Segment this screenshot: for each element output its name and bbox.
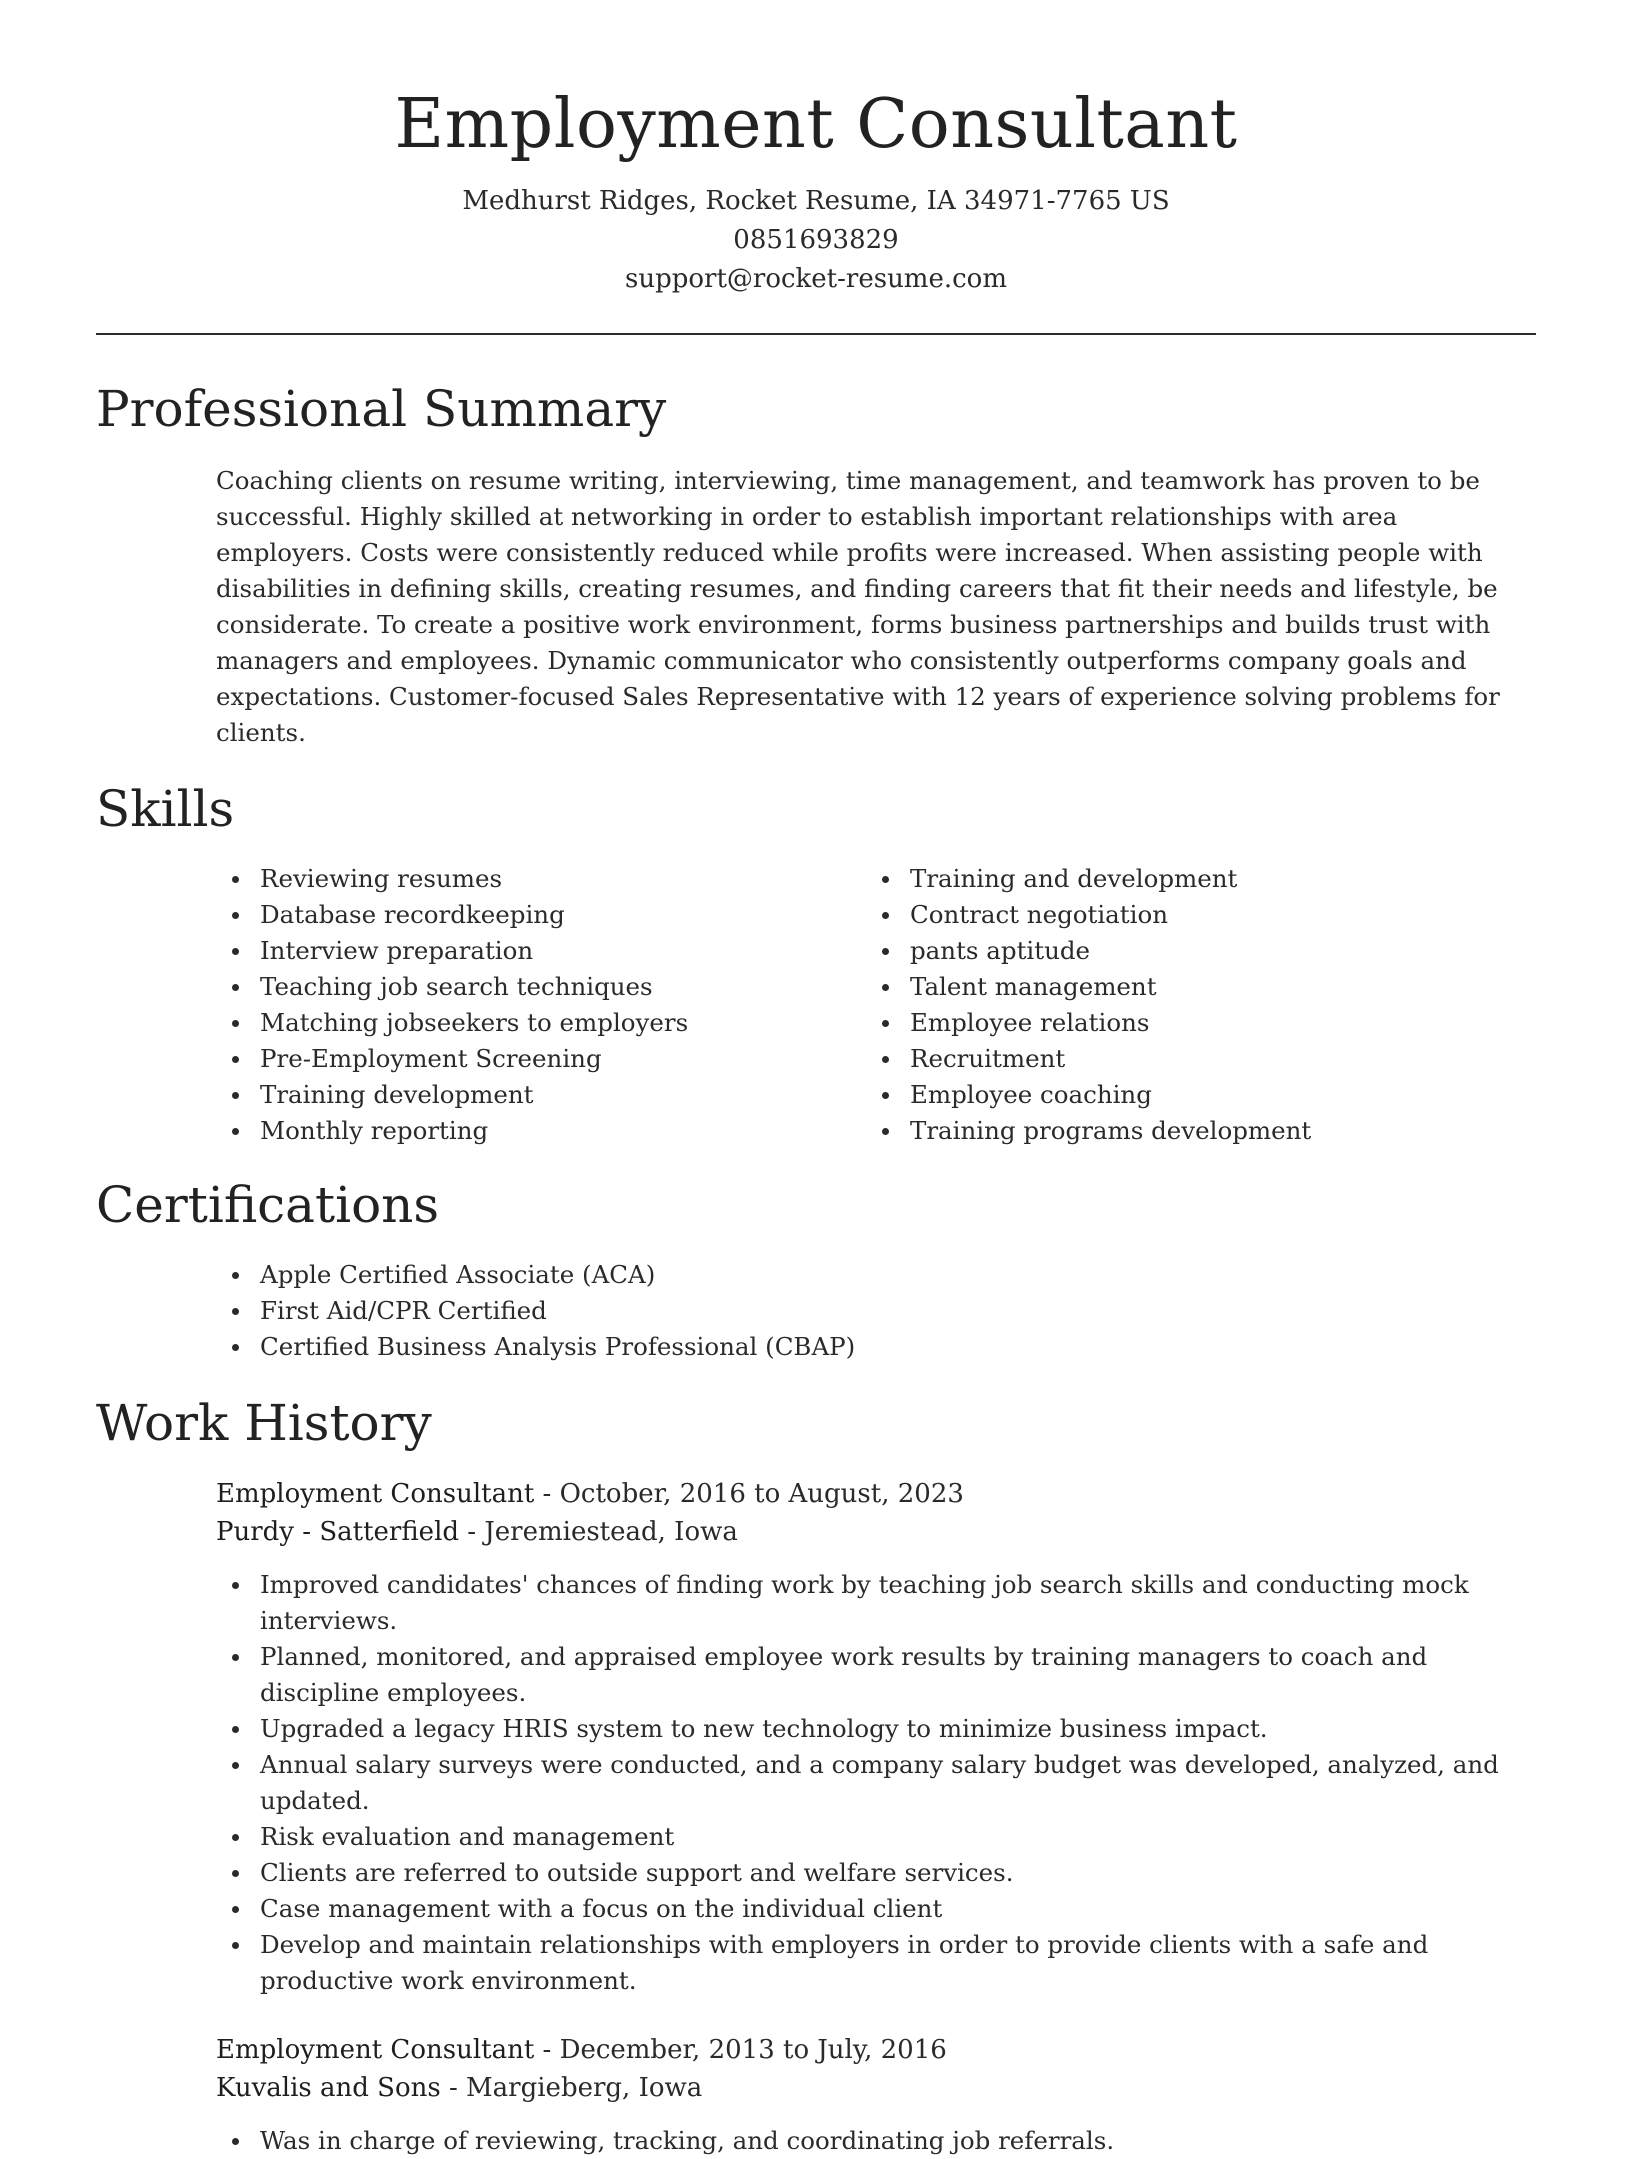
header-divider	[96, 333, 1536, 335]
contact-info	[96, 182, 1536, 299]
list-item: Database recordkeeping	[216, 897, 866, 933]
list-item: Certified Business Analysis Professional (CBAP)	[216, 1329, 1536, 1365]
job-entry	[216, 2031, 1536, 2159]
list-item: Risk evaluation and management	[216, 1819, 1536, 1855]
list-item: Matching jobseekers to employers	[216, 1005, 866, 1041]
job-duties-list	[216, 2123, 1536, 2159]
job-duties-list	[216, 1567, 1536, 1999]
job-entry	[216, 1475, 1536, 1999]
skills-list	[216, 861, 1536, 1149]
job-title-line	[216, 1475, 1536, 1513]
candidate-name: Employment Consultant	[394, 85, 1238, 164]
job-company-line	[216, 1513, 1536, 1551]
list-item: Reviewing resumes	[216, 861, 866, 897]
list-item: Contract negotiation	[866, 897, 1516, 933]
list-item: Training programs development	[866, 1113, 1516, 1149]
job-role: Employment Consultant	[216, 1479, 535, 1509]
certifications-list	[216, 1257, 1536, 1365]
list-item: Clients are referred to outside support and welfare services.	[216, 1855, 1536, 1891]
job-location: - Margieberg, Iowa	[440, 2073, 703, 2103]
list-item: Was in charge of reviewing, tracking, and coordinating job referrals.	[216, 2123, 1536, 2159]
list-item: Annual salary surveys were conducted, and a company salary budget was developed, analyzed, and updated.	[216, 1747, 1536, 1819]
job-company: Purdy - Satterfield	[216, 1517, 460, 1547]
list-item: pants aptitude	[866, 933, 1516, 969]
list-item: Teaching job search techniques	[216, 969, 866, 1005]
list-item: Upgraded a legacy HRIS system to new technology to minimize business impact.	[216, 1711, 1536, 1747]
resume-header	[96, 0, 1536, 299]
job-dates: - December, 2013 to July, 2016	[534, 2035, 947, 2065]
job-dates: - October, 2016 to August, 2023	[534, 1479, 964, 1509]
list-item: Case management with a focus on the individual client	[216, 1891, 1536, 1927]
job-company-line	[216, 2069, 1536, 2107]
section-title-work-history: Work History	[96, 1394, 432, 1452]
contact-address: Medhurst Ridges, Rocket Resume, IA 34971-7765 US	[462, 186, 1170, 216]
list-item: Interview preparation	[216, 933, 866, 969]
section-title-certifications: Certifications	[96, 1176, 440, 1234]
list-item: Apple Certified Associate (ACA)	[216, 1257, 1536, 1293]
section-title-skills: Skills	[96, 780, 235, 838]
contact-phone: 0851693829	[733, 225, 899, 255]
list-item: Employee coaching	[866, 1077, 1516, 1113]
list-item: Planned, monitored, and appraised employee work results by training managers to coach and discipline employees.	[216, 1639, 1536, 1711]
list-item: Monthly reporting	[216, 1113, 866, 1149]
skills-column-right	[866, 861, 1516, 1149]
job-role: Employment Consultant	[216, 2035, 535, 2065]
list-item: Develop and maintain relationships with employers in order to provide clients with a safe and productive work environment.	[216, 1927, 1536, 1999]
list-item: First Aid/CPR Certified	[216, 1293, 1536, 1329]
summary-text: Coaching clients on resume writing, interviewing, time management, and teamwork has proven to be successful. Highly skilled at networking in order to establish important relationships with area employers. Costs were consistently reduced while profits were increased. When assisting people with disabilities in defining skills, creating resumes, and finding careers that fit their needs and lifestyle, be considerate. To create a positive work environment, forms business partnerships and builds trust with managers and employees. Dynamic communicator who consistently outperforms company goals and expectations. Customer-focused Sales Representative with 12 years of experience solving problems for clients.	[216, 466, 1500, 747]
section-title-summary: Professional Summary	[96, 380, 667, 438]
list-item: Training development	[216, 1077, 866, 1113]
skills-column-left	[216, 861, 866, 1149]
list-item: Improved candidates' chances of finding work by teaching job search skills and conducting mock interviews.	[216, 1567, 1536, 1639]
job-company: Kuvalis and Sons	[216, 2073, 441, 2103]
list-item: Recruitment	[866, 1041, 1516, 1077]
job-title-line	[216, 2031, 1536, 2069]
job-location: - Jeremiestead, Iowa	[459, 1517, 738, 1547]
list-item: Talent management	[866, 969, 1516, 1005]
list-item: Training and development	[866, 861, 1516, 897]
list-item: Employee relations	[866, 1005, 1516, 1041]
list-item: Pre-Employment Screening	[216, 1041, 866, 1077]
contact-email: support@rocket-resume.com	[624, 264, 1007, 294]
